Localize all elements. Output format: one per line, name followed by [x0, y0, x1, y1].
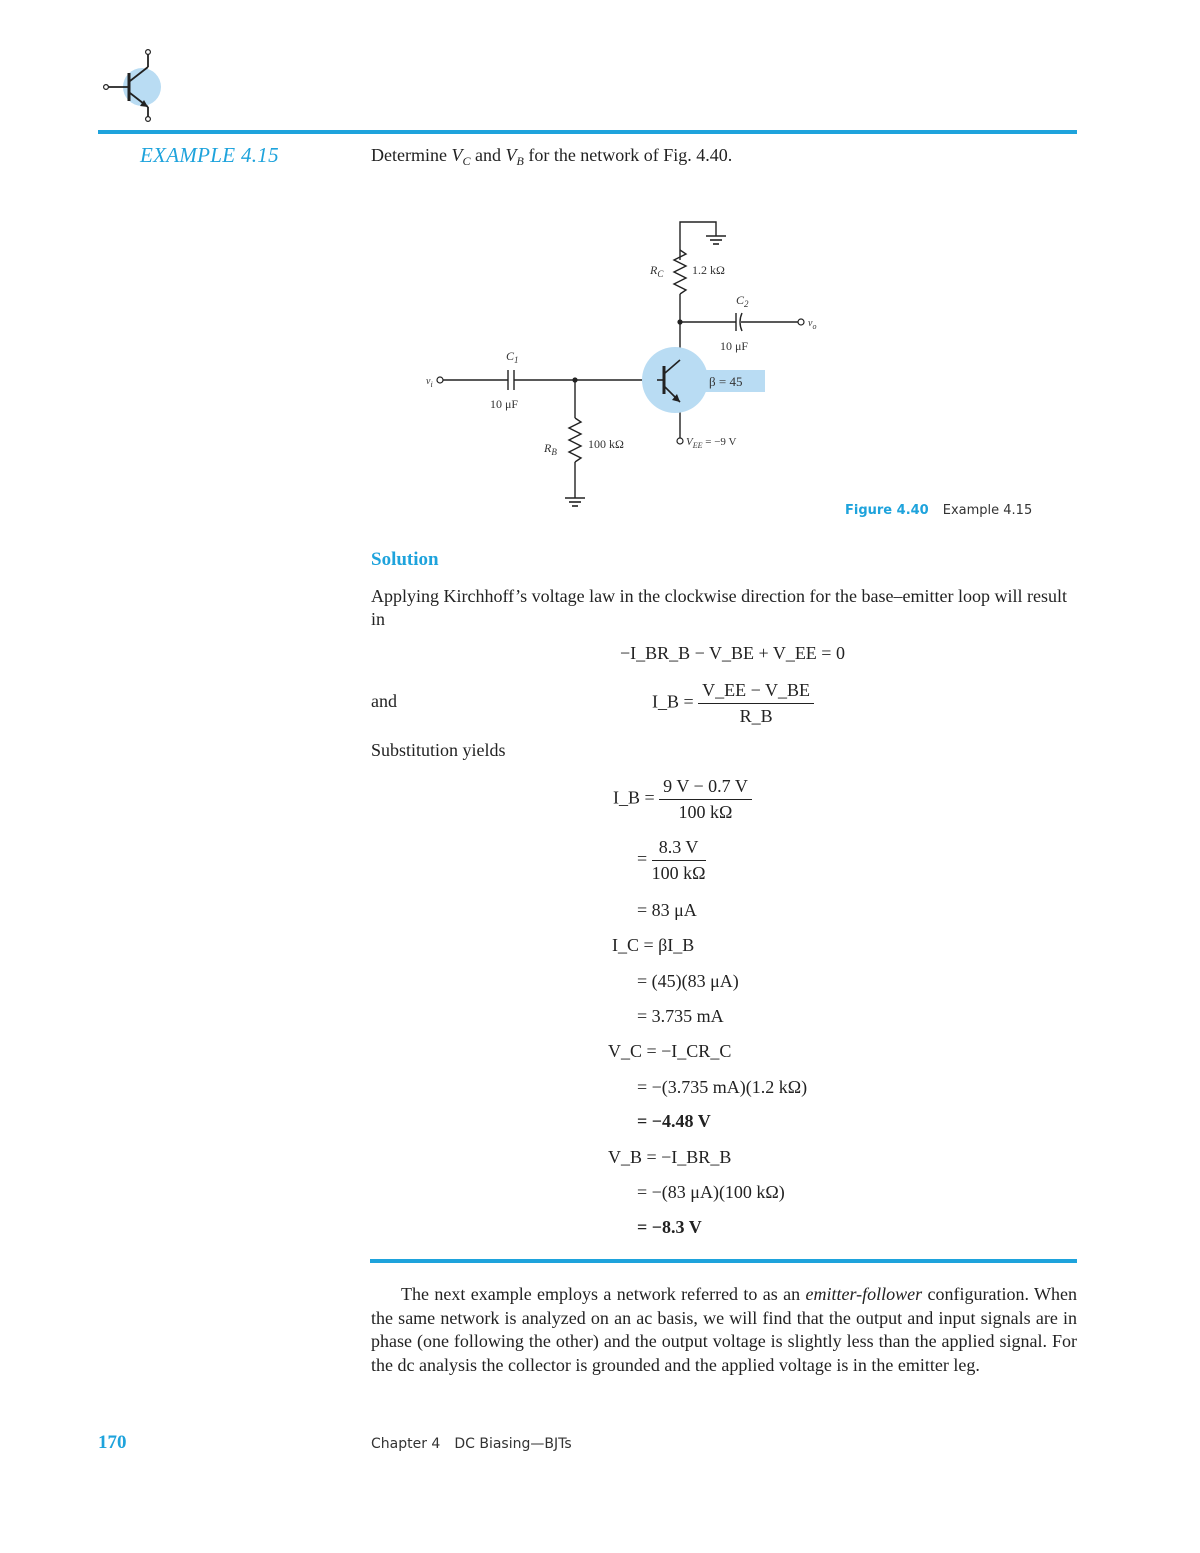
transistor-header-icon	[100, 45, 170, 125]
figure-caption: Figure 4.40 Example 4.15	[845, 503, 1033, 518]
svg-text:VEE = −9 V: $V_{EE} = -9$ V	[686, 436, 737, 450]
substitution-text: Substitution yields	[371, 740, 506, 760]
ib-result: = 83 μA	[637, 900, 697, 920]
vb-sub: = −(83 μA)(100 kΩ)	[637, 1182, 785, 1202]
example-prompt: Determine $V_C$ and $V_B$ for the network of Fig. 4.40.	[371, 145, 733, 168]
bottom-rule	[370, 1259, 1077, 1263]
ic-result: = 3.735 mA	[637, 1006, 724, 1026]
solution-intro: Applying Kirchhoff’s voltage law in the clockwise direction for the base–emitter loop will result in	[371, 586, 1067, 629]
beta-label: β = 45	[709, 374, 743, 389]
svg-text:RC: $R_C$	[650, 263, 664, 279]
vc-result: = −4.48 V	[637, 1111, 711, 1131]
vb-line: V_B = −I_BR_B	[608, 1147, 732, 1167]
svg-text:RB: $R_B$	[544, 441, 557, 457]
ic-sub: = (45)(83 μA)	[637, 971, 739, 991]
c2-value: 10 μF	[720, 339, 749, 353]
rc-value: 1.2 kΩ	[692, 263, 725, 277]
ib-step-1: I_B = $\frac{9 V - 0.7 V}{100 k\Omega}$	[613, 776, 752, 823]
kvl-equation: −I_BR_B − V_BE + V_EE = 0	[620, 643, 845, 663]
example-label: EXAMPLE 4.15	[140, 143, 279, 167]
svg-text:vo: $v_o$	[808, 318, 817, 331]
ib-step-2: = $\frac{8.3 V}{100 k\Omega}$	[637, 837, 706, 883]
chapter-footer: Chapter 4 DC Biasing—BJTs	[371, 1436, 572, 1452]
vc-line: V_C = −I_CR_C	[608, 1041, 732, 1061]
svg-text:vi: $v_i$	[426, 376, 433, 389]
svg-text:C2: $C_2$	[736, 293, 749, 309]
vb-result: = −8.3 V	[637, 1217, 702, 1237]
vc-sub: = −(3.735 mA)(1.2 kΩ)	[637, 1077, 808, 1097]
solution-heading: Solution	[371, 549, 439, 570]
svg-text:C1: $C_1$	[506, 349, 519, 365]
page-number: 170	[98, 1432, 127, 1453]
c1-value: 10 μF	[490, 397, 519, 411]
top-rule	[98, 130, 1077, 134]
circuit-diagram	[420, 210, 850, 530]
rb-value: 100 kΩ	[588, 437, 624, 451]
ib-formula: I_B = $\frac{V\_EE - V\_BE}{R\_B}$	[652, 680, 814, 727]
ic-line: I_C = βI_B	[612, 935, 695, 955]
closing-paragraph: The next example employs a network referred to as an emitter-follower configuration. When the same network is analyzed on an ac basis, we will find that the output and input signals are in phase (one following the other) and the output voltage is slightly less than the applied signal. For the dc analysis the collector is grounded and the applied voltage is in the emitter leg.	[371, 1284, 1077, 1375]
and-word: and	[371, 691, 397, 711]
